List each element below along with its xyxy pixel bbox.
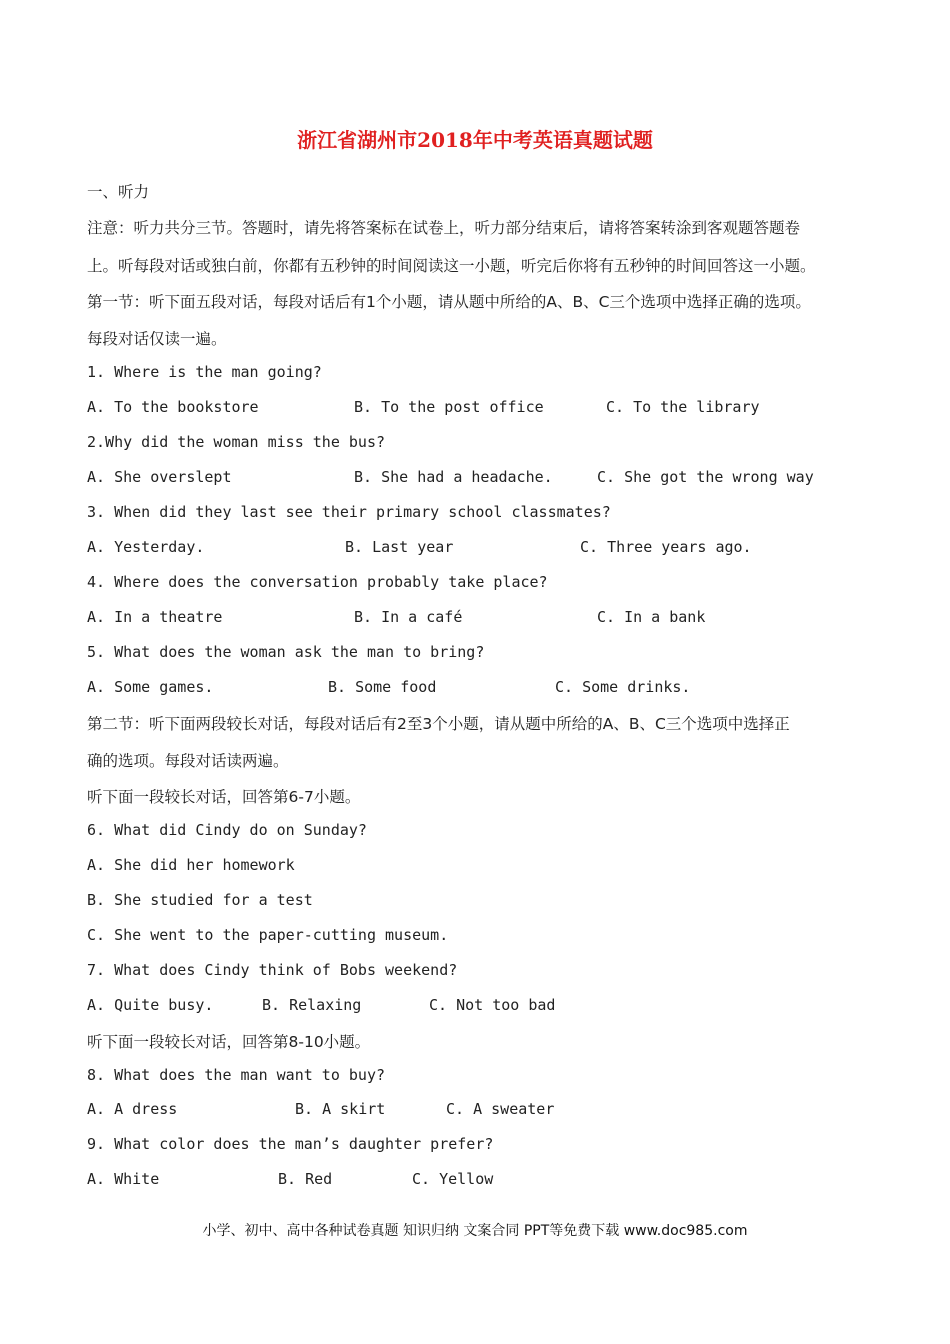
- question-5-option-b: B. Some food: [328, 678, 437, 696]
- question-3: 3. When did they last see their primary school classmates?: [87, 503, 611, 521]
- question-4: 4. Where does the conversation probably take place?: [87, 573, 548, 591]
- question-7: 7. What does Cindy think of Bobs weekend?: [87, 961, 458, 979]
- question-4-option-c: C. In a bank: [597, 608, 706, 626]
- question-2-option-a: A. She overslept: [87, 468, 232, 486]
- question-6-option-c: C. She went to the paper-cutting museum.: [87, 926, 449, 944]
- part1-instruction-line-2: 每段对话仅读一遍。: [87, 330, 227, 348]
- part2-instruction-line-2: 确的选项。每段对话读两遍。: [87, 752, 289, 770]
- question-9-option-b: B. Red: [278, 1170, 333, 1188]
- question-7-option-a: A. Quite busy.: [87, 996, 214, 1014]
- question-8-option-a: A. A dress: [87, 1100, 178, 1118]
- question-2: 2.Why did the woman miss the bus?: [87, 433, 386, 451]
- question-6: 6. What did Cindy do on Sunday?: [87, 821, 367, 839]
- question-7-option-b: B. Relaxing: [262, 996, 362, 1014]
- question-9-option-a: A. White: [87, 1170, 160, 1188]
- question-2-option-c: C. She got the wrong way: [597, 468, 814, 486]
- question-8-option-b: B. A skirt: [295, 1100, 386, 1118]
- question-6-option-b: B. She studied for a test: [87, 891, 313, 909]
- question-1-option-a: A. To the bookstore: [87, 398, 259, 416]
- question-9: 9. What color does the man’s daughter prefer?: [87, 1135, 494, 1153]
- part1-instruction-line-1: 第一节：听下面五段对话，每段对话后有1个小题，请从题中所给的A、B、C三个选项中选择正确的选项。: [87, 293, 811, 311]
- question-1-option-c: C. To the library: [606, 398, 760, 416]
- question-2-option-b: B. She had a headache.: [354, 468, 553, 486]
- question-1-option-b: B. To the post office: [354, 398, 544, 416]
- question-7-option-c: C. Not too bad: [429, 996, 556, 1014]
- question-5-option-c: C. Some drinks.: [555, 678, 691, 696]
- dialog-2-instruction: 听下面一段较长对话，回答第8-10小题。: [87, 1033, 371, 1051]
- question-3-option-b: B. Last year: [345, 538, 454, 556]
- question-6-option-a: A. She did her homework: [87, 856, 295, 874]
- section-heading: 一、听力: [87, 183, 150, 201]
- question-4-option-a: A. In a theatre: [87, 608, 223, 626]
- question-9-option-c: C. Yellow: [412, 1170, 494, 1188]
- notice-line-1: 注意：听力共分三节。答题时，请先将答案标在试卷上，听力部分结束后，请将答案转涂到客观题答题卷: [87, 219, 801, 237]
- question-3-option-c: C. Three years ago.: [580, 538, 752, 556]
- question-8-option-c: C. A sweater: [446, 1100, 555, 1118]
- question-3-option-a: A. Yesterday.: [87, 538, 205, 556]
- page-footer: 小学、初中、高中各种试卷真题 知识归纳 文案合同 PPT等免费下载 www.doc985.com: [202, 1223, 748, 1239]
- question-8: 8. What does the man want to buy?: [87, 1066, 386, 1084]
- question-1: 1. Where is the man going?: [87, 363, 322, 381]
- page-title: 浙江省湖州市2018年中考英语真题试题: [297, 128, 653, 152]
- part2-instruction-line-1: 第二节：听下面两段较长对话，每段对话后有2至3个小题，请从题中所给的A、B、C三个选项中选择正: [87, 715, 790, 733]
- dialog-1-instruction: 听下面一段较长对话，回答第6-7小题。: [87, 788, 361, 806]
- notice-line-2: 上。听每段对话或独白前，你都有五秒钟的时间阅读这一小题，听完后你将有五秒钟的时间回答这一小题。: [87, 257, 816, 275]
- question-5-option-a: A. Some games.: [87, 678, 214, 696]
- question-4-option-b: B. In a café: [354, 608, 463, 626]
- question-5: 5. What does the woman ask the man to bring?: [87, 643, 485, 661]
